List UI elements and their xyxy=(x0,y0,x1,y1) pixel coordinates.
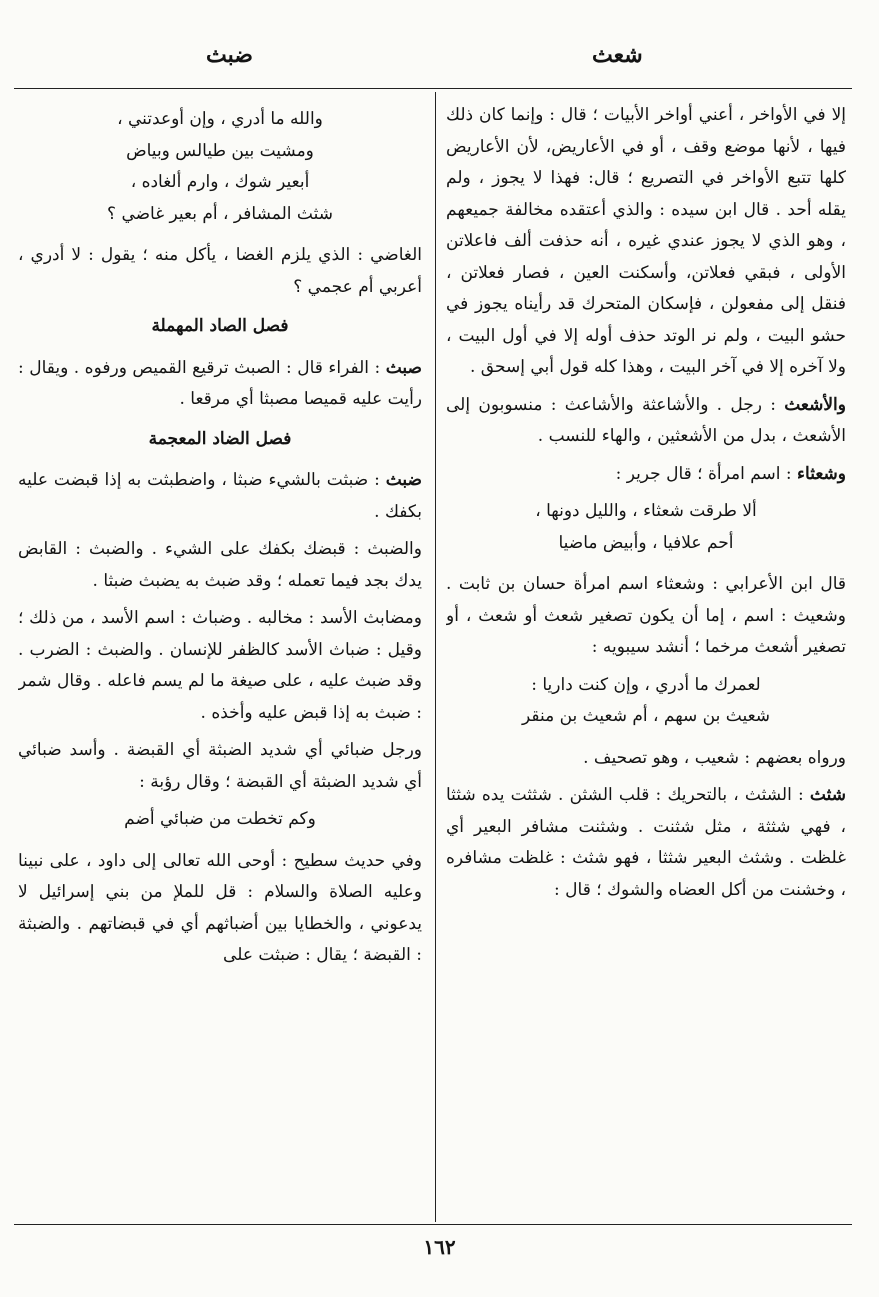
paragraph: قال ابن الأعرابي : وشعثاء اسم امرأة حسان بن ثابت . وشعيث : اسم ، إما أن يكون تصغير شعث أو شعث ، أو تصغير أشعث مرخما ؛ أنشد سيبويه : xyxy=(446,574,846,657)
verse xyxy=(446,670,846,733)
section-heading: فصل الضاد المعجمة xyxy=(148,428,292,449)
entry-text: : الفراء قال : الصبث ترقيع القميص ورفوه . ويقال : رأيت عليه قميصا مصبثا أي مرقعا . xyxy=(18,357,422,409)
paragraph: ورجل ضبائي أي شديد الضبثة أي القبضة . وأسد ضبائي أي شديد الضبثة أي القبضة ؛ وقال رؤبة : xyxy=(18,740,422,792)
verse-line: شثث المشافر ، أم بعير غاضي ؟ xyxy=(107,203,333,224)
entry-headword: والأشعث xyxy=(784,394,846,415)
verse-line: ومشيت بين طيالس وبياض xyxy=(126,140,314,161)
verse xyxy=(446,496,846,559)
paragraph xyxy=(446,390,846,453)
entry-headword: ضبث xyxy=(385,470,422,490)
section-heading: فصل الصاد المهملة xyxy=(151,316,289,336)
verse-line: ألا طرقت شعثاء ، والليل دونها ، xyxy=(535,501,757,521)
entry-text: : رجل . والأشاعثة والأشاعث : منسوبون إلى الأشعث ، بدل من الأشعثين ، والهاء للنسب . xyxy=(446,394,846,446)
left-header-word: ضبث xyxy=(206,42,253,68)
page-number: ١٦٢ xyxy=(423,1235,456,1259)
verse xyxy=(18,104,422,230)
verse-line: وكم تخطت من ضبائي أضم xyxy=(124,809,316,829)
verse-line: لعمرك ما أدري ، وإن كنت داريا : xyxy=(531,674,761,695)
top-rule xyxy=(14,88,852,89)
left-column xyxy=(18,100,422,1220)
verse-line: أبعير شوك ، وارم ألغاده ، xyxy=(130,172,310,192)
paragraph: إلا في الأواخر ، أعني أواخر الأبيات ؛ قال : وإنما كان ذلك فيها ، لأنها موضع وقف ، أو في الأعاريض، لأن الأعاريض كلها تتبع الأواخر في التصريع ؛ قال: فهذا لا يجوز ، ولم يقله أحد . قال ابن سيده : والذي أعتقده مخالفة جميعهم ، وهو الذي لا يجوز عندي غيره ، أنه حذفت ألف فاعلاتن الأولى ، فبقي فعلاتن، وأسكنت العين ، فصار فعلاتن ، فنقل إلى مفعولن ، فإسكان المتحرك قد رأيناه يجوز في حشو البيت ، ولم نر الوتد حذف أوله إلا في أول البيت ، ولا آخره إلا في آخر البيت ، وهذا كله قول أبي إسحق . xyxy=(446,105,846,377)
entry-text: : اسم امرأة ؛ قال جرير : xyxy=(615,463,798,484)
paragraph xyxy=(18,465,422,528)
entry-headword: شثث xyxy=(809,785,846,805)
column-divider xyxy=(435,92,436,1222)
entry-text: : الشثث ، بالتحريك : قلب الشثن . شثثت يده شثثا ، فهي شثثة ، مثل شثنت . وشثنت مشافر البعير أي غلظت . وشثث البعير شثثا ، فهو شثث : غلظت مشافره ، وخشنت من أكل العضاه والشوك ؛ قال : xyxy=(446,785,846,900)
paragraph: ورواه بعضهم : شعيب ، وهو تصحيف . xyxy=(583,747,846,768)
bottom-rule xyxy=(14,1224,852,1225)
verse-line: أحم علافيا ، وأبيض ماضيا xyxy=(558,532,734,553)
right-header-word: شعث xyxy=(592,42,643,68)
paragraph xyxy=(446,780,846,906)
paragraph: ومضابث الأسد : مخالبه . وضباث : اسم الأسد ، من ذلك ؛ وقيل : ضباث الأسد كالظفر للإنسان . والضبث : الضرب . وقد ضبث عليه ، على صيغة ما لم يسم فاعله . وقال شمر : ضبث به إذا قبض عليه وأخذه . xyxy=(18,608,422,723)
entry-headword: وشعثاء xyxy=(797,463,846,484)
right-column xyxy=(446,100,846,1220)
paragraph: الغاضي : الذي يلزم الغضا ، يأكل منه ؛ يقول : لا أدري ، أعربي أم عجمي ؟ xyxy=(18,245,422,297)
paragraph: والضبث : قبضك بكفك على الشيء . والضبث : القابض يدك بجد فيما تعمله ؛ وقد ضبث به يضبث ضبثا . xyxy=(18,539,422,591)
entry-headword: صبث xyxy=(385,357,422,378)
page-header xyxy=(0,42,879,78)
verse-line: شعيث بن سهم ، أم شعيث بن منقر xyxy=(521,706,771,726)
entry-text: : ضبثت بالشيء ضبثا ، واضطبثت به إذا قبضت عليه بكفك . xyxy=(18,470,422,522)
paragraph: وفي حديث سطيح : أوحى الله تعالى إلى داود ، على نبينا وعليه الصلاة والسلام : قل للملإ من بني إسرائيل لا يدعوني ، والخطايا بين أضباثهم أي في قبضاتهم . والضبثة : القبضة ؛ يقال : ضبثت على xyxy=(18,850,422,965)
verse-line: والله ما أدري ، وإن أوعدتني ، xyxy=(117,109,323,129)
paragraph xyxy=(446,459,846,491)
verse xyxy=(18,804,422,836)
paragraph xyxy=(18,353,422,416)
